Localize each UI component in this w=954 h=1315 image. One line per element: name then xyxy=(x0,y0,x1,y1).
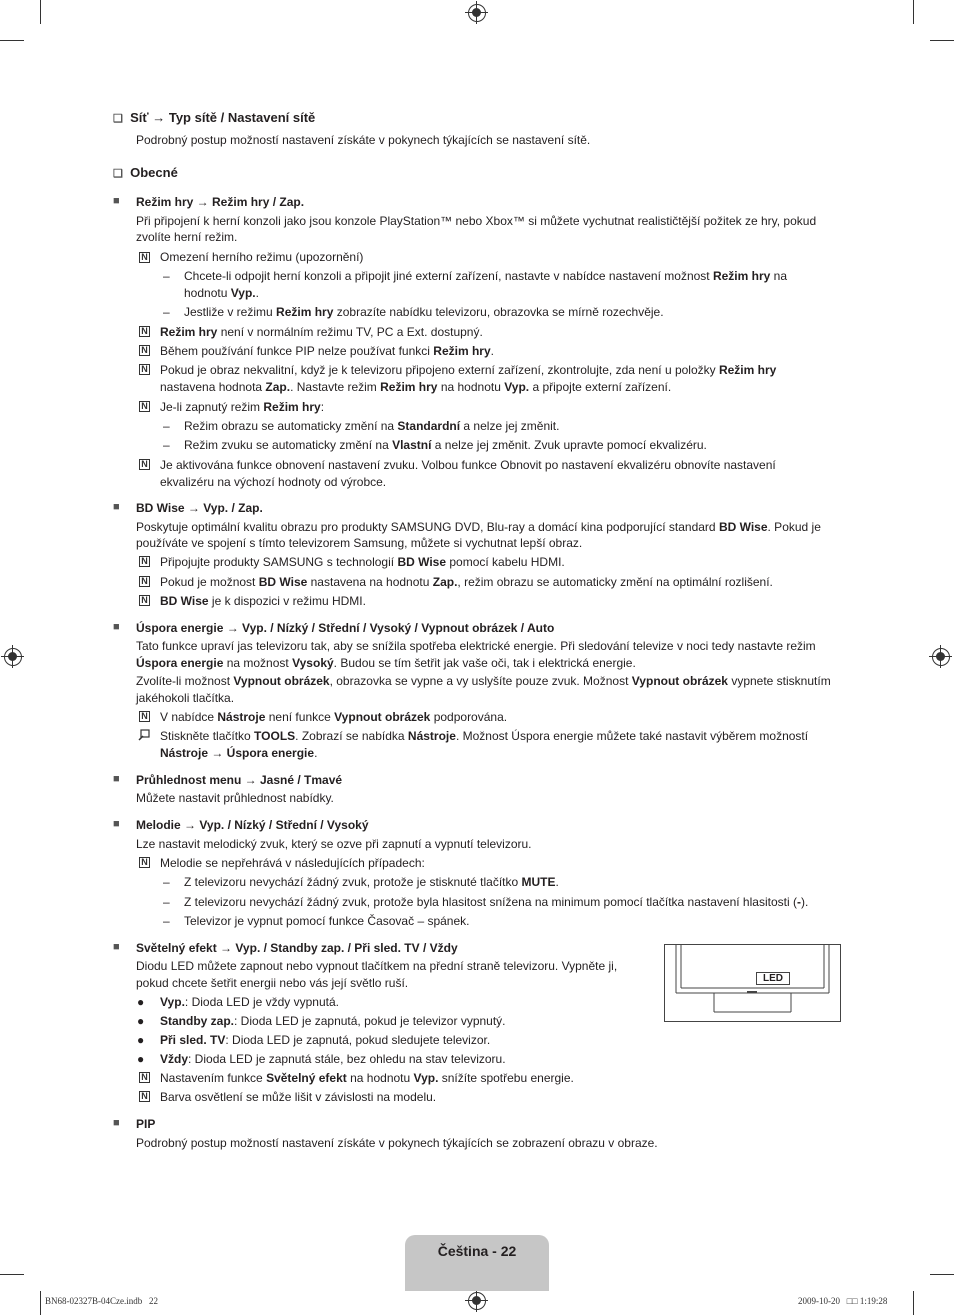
page-number: Čeština - 22 xyxy=(437,1243,517,1259)
light-text: pokud chcete šetřit energii nebo vás její světlo ruší. xyxy=(136,976,409,990)
note-icon: N xyxy=(139,364,150,375)
note-text: Během používání funkce PIP nelze používat funkci Režim hry. xyxy=(160,344,494,358)
crop-mark xyxy=(913,1291,914,1315)
crop-mark xyxy=(40,1291,41,1315)
dash-item: – xyxy=(163,419,170,433)
note-text: Pokud je možnost BD Wise nastavena na hodnotu Zap., režim obrazu se automaticky změní na optimální rozlišení. xyxy=(160,575,773,589)
checkbox-square-icon: ❑ xyxy=(113,168,123,180)
note-text: V nabídce Nástroje není funkce Vypnout obrázek podporována. xyxy=(160,710,508,724)
energy-heading: Úspora energie → Vyp. / Nízký / Střední / Vysoký / Vypnout obrázek / Auto xyxy=(136,621,555,635)
bullet-text: Vyp.: Dioda LED je vždy vypnutá. xyxy=(160,995,339,1009)
checkbox-square-icon: ❑ xyxy=(113,113,123,125)
note-text: Nastavením funkce Světelný efekt na hodnotu Vyp. snížíte spotřebu energie. xyxy=(160,1071,574,1085)
bullet-text: Při sled. TV: Dioda LED je zapnutá, pokud sledujete televizor. xyxy=(160,1033,491,1047)
dash-text: Chcete-li odpojit herní konzoli a připojit jiné externí zařízení, nastavte v nabídce nastavení možnost Režim hry na xyxy=(184,269,788,283)
crop-mark xyxy=(930,40,954,41)
filled-square-icon: ■ xyxy=(113,621,120,633)
filled-square-icon: ■ xyxy=(113,818,120,830)
registration-mark-icon xyxy=(4,648,22,666)
dash-item: – xyxy=(163,875,170,889)
tools-text: Nástroje → Úspora energie. xyxy=(160,746,318,760)
note-icon: N xyxy=(139,401,150,412)
note-text: Režim hry není v normálním režimu TV, PC a Ext. dostupný. xyxy=(160,325,483,339)
note-icon: N xyxy=(139,556,150,567)
tv-led-illustration xyxy=(664,944,841,1022)
bd-wise-text: používáte ve spojení s tímto televizorem Samsung, můžete si vychutnat lepší obraz. xyxy=(136,536,583,550)
crop-mark xyxy=(0,40,24,41)
dash-item: – xyxy=(163,269,170,283)
dash-text: Z televizoru nevychází žádný zvuk, protože byla hlasitost snížena na minimum pomocí tlačítka nastavení hlasitosti (-). xyxy=(184,895,809,909)
bullet-dot: ● xyxy=(137,1033,145,1047)
game-mode-text: zvolíte herní režim. xyxy=(136,230,238,244)
dash-item: – xyxy=(163,895,170,909)
crop-mark xyxy=(40,0,41,24)
light-text: Diodu LED můžete zapnout nebo vypnout tlačítkem na přední straně televizoru. Vypněte ji, xyxy=(136,959,618,973)
crop-mark xyxy=(930,1274,954,1275)
note-icon: N xyxy=(139,711,150,722)
energy-text: Tato funkce upraví jas televizoru tak, aby se snížila spotřeba elektrické energie. Při sledování televize v noci tedy nastavte režim xyxy=(136,639,816,653)
note-icon: N xyxy=(139,1072,150,1083)
game-mode-heading: Režim hry → Režim hry / Zap. xyxy=(136,195,305,209)
transparency-heading: Průhlednost menu → Jasné / Tmavé xyxy=(136,773,343,787)
transparency-text: Můžete nastavit průhlednost nabídky. xyxy=(136,791,334,805)
melody-text: Lze nastavit melodický zvuk, který se ozve při zapnutí a vypnutí televizoru. xyxy=(136,837,532,851)
footer-file: BN68-02327B-04Cze.indb 22 xyxy=(45,1296,158,1306)
energy-text: Zvolíte-li možnost Vypnout obrázek, obrazovka se vypne a vy uslyšíte pouze zvuk. Možnost Vypnout obrázek vypnete stisknutím xyxy=(136,674,831,688)
section-network-text: Podrobný postup možností nastavení získáte v pokynech týkajících se nastavení sítě. xyxy=(136,133,591,147)
bullet-text: Standby zap.: Dioda LED je zapnutá, pokud je televizor vypnutý. xyxy=(160,1014,506,1028)
energy-text: jakéhokoli tlačítka. xyxy=(136,691,235,705)
dash-text: Režim zvuku se automaticky změní na Vlastní a nelze jej změnit. Zvuk upravte pomocí ekvalizéru. xyxy=(184,438,707,452)
note-text: Je-li zapnutý režim Režim hry: xyxy=(160,400,325,414)
bullet-text: Vždy: Dioda LED je zapnutá stále, bez ohledu na stav televizoru. xyxy=(160,1052,506,1066)
dash-text: hodnotu Vyp.. xyxy=(184,286,259,300)
bullet-dot: ● xyxy=(137,1052,145,1066)
dash-text: Televizor je vypnut pomocí funkce Časovač – spánek. xyxy=(184,914,470,928)
section-network-heading: ❑ Síť → Typ sítě / Nastavení sítě xyxy=(113,110,316,125)
dash-text: Z televizoru nevychází žádný zvuk, protože je stisknuté tlačítko MUTE. xyxy=(184,875,559,889)
note-icon: N xyxy=(139,576,150,587)
note-text: Barva osvětlení se může lišit v závislosti na modelu. xyxy=(160,1090,437,1104)
filled-square-icon: ■ xyxy=(113,941,120,953)
crop-mark xyxy=(913,0,914,24)
led-label: LED xyxy=(756,972,790,985)
filled-square-icon: ■ xyxy=(113,1117,120,1129)
crop-mark xyxy=(0,1274,24,1275)
note-icon: N xyxy=(139,459,150,470)
note-text: Melodie se nepřehrává v následujících případech: xyxy=(160,856,425,870)
dash-item: – xyxy=(163,914,170,928)
dash-text: Režim obrazu se automaticky změní na Standardní a nelze jej změnit. xyxy=(184,419,560,433)
bullet-dot: ● xyxy=(137,995,145,1009)
note-text: ekvalizéru na výchozí hodnoty od výrobce. xyxy=(160,475,387,489)
note-text: Připojujte produkty SAMSUNG s technologií BD Wise pomocí kabelu HDMI. xyxy=(160,555,565,569)
registration-mark-icon xyxy=(468,4,486,22)
note-icon: N xyxy=(139,1091,150,1102)
note-text: Omezení herního režimu (upozornění) xyxy=(160,250,364,264)
pip-heading: PIP xyxy=(136,1117,156,1131)
note-text: Je aktivována funkce obnovení nastavení zvuku. Volbou funkce Obnovit po nastavení ekvalizéru obnovíte nastavení xyxy=(160,458,776,472)
bd-wise-heading: BD Wise → Vyp. / Zap. xyxy=(136,501,263,515)
section-general-heading: ❑ Obecné xyxy=(113,165,178,180)
filled-square-icon: ■ xyxy=(113,195,120,207)
filled-square-icon: ■ xyxy=(113,773,120,785)
dash-item: – xyxy=(163,438,170,452)
energy-text: Úspora energie na možnost Vysoký. Budou se tím šetřit jak vaše oči, tak i elektrická energie. xyxy=(136,656,636,670)
note-icon: N xyxy=(139,857,150,868)
bullet-dot: ● xyxy=(137,1014,145,1028)
game-mode-text: Při připojení k herní konzoli jako jsou konzole PlayStation™ nebo Xbox™ si můžete vychutnat realističtější požitek ze hry, pokud xyxy=(136,214,817,228)
tools-icon xyxy=(138,729,150,741)
registration-mark-icon xyxy=(468,1292,486,1310)
footer-date: 2009-10-20 □□ 1:19:28 xyxy=(798,1296,888,1306)
pip-text: Podrobný postup možností nastavení získáte v pokynech týkajících se zobrazení obrazu v obraze. xyxy=(136,1136,658,1150)
tools-text: Stiskněte tlačítko TOOLS. Zobrazí se nabídka Nástroje. Možnost Úspora energie můžete také nastavit výběrem možností xyxy=(160,729,809,743)
bd-wise-text: Poskytuje optimální kvalitu obrazu pro produkty SAMSUNG DVD, Blu-ray a domácí kina podporující standard BD Wise. Pokud je xyxy=(136,520,821,534)
note-icon: N xyxy=(139,252,150,263)
light-heading: Světelný efekt → Vyp. / Standby zap. / Při sled. TV / Vždy xyxy=(136,941,458,955)
melody-heading: Melodie → Vyp. / Nízký / Střední / Vysoký xyxy=(136,818,369,832)
note-text: BD Wise je k dispozici v režimu HDMI. xyxy=(160,594,366,608)
dash-text: Jestliže v režimu Režim hry zobrazíte nabídku televizoru, obrazovka se mírně rozechvěje. xyxy=(184,305,664,319)
filled-square-icon: ■ xyxy=(113,501,120,513)
note-icon: N xyxy=(139,326,150,337)
registration-mark-icon xyxy=(932,648,950,666)
note-text: nastavena hodnota Zap.. Nastavte režim Režim hry na hodnotu Vyp. a připojte externí zařízení. xyxy=(160,380,672,394)
note-text: Pokud je obraz nekvalitní, když je k televizoru připojeno externí zařízení, zkontrolujte, zda není u položky Režim hry xyxy=(160,363,777,377)
note-icon: N xyxy=(139,345,150,356)
dash-item: – xyxy=(163,305,170,319)
note-icon: N xyxy=(139,595,150,606)
